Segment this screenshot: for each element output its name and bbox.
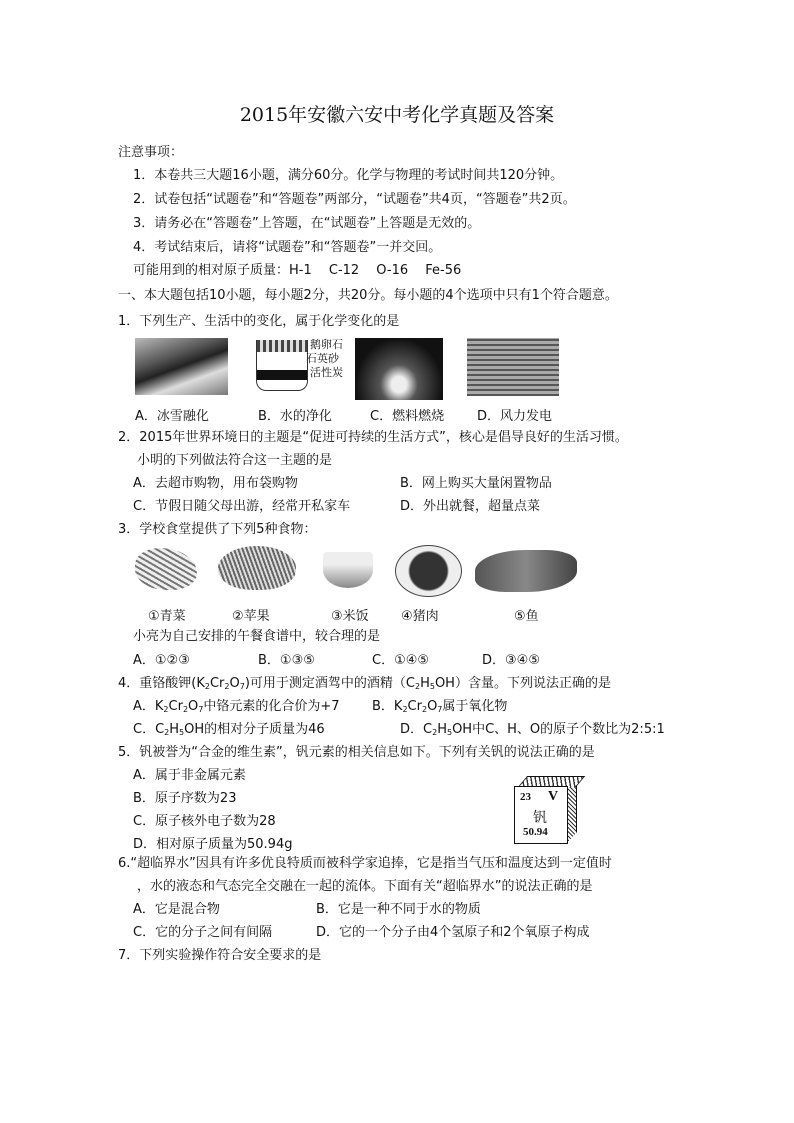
q6-option-a: A．它是混合物 <box>133 902 220 917</box>
atomic-number: 23 <box>520 791 531 803</box>
q4-option-b: B．$K_2Cr_2O_7$属于氧化物 <box>372 699 508 714</box>
food-label: ④猪肉 <box>401 609 439 624</box>
question-6-stem-line2: ，水的液态和气态完全交融在一起的流体。下面有关“超临界水”的说法正确的是 <box>137 879 593 894</box>
apple-image <box>218 546 296 590</box>
q5-option-b: B．原子序数为23 <box>133 791 237 806</box>
notice-item: 3．请务必在“答题卷”上答题，在“试题卷”上答题是无效的。 <box>133 216 481 231</box>
filter-label: 鹅卵石 <box>310 338 343 351</box>
q2-option-d: D．外出就餐，超量点菜 <box>400 499 541 514</box>
question-2-stem-line2: 小明的下列做法符合这一主题的是 <box>137 453 333 468</box>
q2-option-b: B．网上购买大量闲置物品 <box>400 476 552 491</box>
section-heading: 一、本大题包括10小题，每小题2分，共20分。每小题的4个选项中只有1个符合题意。 <box>118 288 618 303</box>
q4-option-d: D．$C_2H_5OH$中C、H、O的原子个数比为2:5:1 <box>400 722 665 737</box>
notice-item: 4．考试结束后，请将“试题卷”和“答题卷”一并交回。 <box>133 240 442 255</box>
water-filter-image <box>256 340 308 391</box>
q1-option-d: D．风力发电 <box>477 409 553 424</box>
page-title: 2015年安徽六安中考化学真题及答案 <box>239 104 555 126</box>
q1-option-b: B．水的净化 <box>258 409 332 424</box>
rice-image <box>323 552 373 588</box>
notice-heading: 注意事项： <box>118 145 184 160</box>
q6-option-c: C．它的分子之间有间隔 <box>133 925 273 940</box>
food-label: ③米饭 <box>331 609 369 624</box>
filter-label: 活性炭 <box>310 366 343 379</box>
q6-option-b: B．它是一种不同于水的物质 <box>316 902 481 917</box>
q3-option-b: B．①③⑤ <box>258 653 315 668</box>
question-1-stem: 1．下列生产、生活中的变化，属于化学变化的是 <box>118 314 400 329</box>
notice-item: 2．试卷包括“试题卷”和“答题卷”两部分，“试题卷”共4页，“答题卷”共2页。 <box>133 192 576 207</box>
fuel-burning-image <box>355 338 443 400</box>
q4-option-a: A．$K_2Cr_2O_7$中铬元素的化合价为+7 <box>133 699 340 714</box>
question-2-stem: 2．2015年世界环境日的主题是“促进可持续的生活方式”，核心是倡导良好的生活习惯。 <box>118 430 628 445</box>
q2-option-c: C．节假日随父母出游，经常开私家车 <box>133 499 351 514</box>
question-3-stem-line2: 小亮为自己安排的午餐食谱中，较合理的是 <box>133 629 381 644</box>
wind-power-image <box>467 338 559 396</box>
q3-option-d: D．③④⑤ <box>482 653 540 668</box>
q3-option-c: C．①④⑤ <box>372 653 430 668</box>
food-label: ②苹果 <box>232 609 270 624</box>
notice-item: 1．本卷共三大题16小题，满分60分。化学与物理的考试时间共120分钟。 <box>133 168 564 183</box>
question-4-stem: 4．重铬酸钾$(K_2Cr_2O_7)$可用于测定酒驾中的酒精$(C_2H_5OH)$含量。下列说法正确的是 <box>118 676 611 691</box>
fish-image <box>475 550 577 592</box>
food-label: ①青菜 <box>148 609 186 624</box>
food-label: ⑤鱼 <box>514 609 539 624</box>
vegetable-image <box>135 548 197 590</box>
pork-image <box>395 545 462 597</box>
q5-option-a: A．属于非金属元素 <box>133 768 246 783</box>
vanadium-element-card <box>514 786 568 844</box>
q1-option-a: A．冰雪融化 <box>135 409 209 424</box>
atomic-mass-note: 可能用到的相对原子质量：H-1 C-12 O-16 Fe-56 <box>133 263 462 278</box>
q3-option-a: A．①②③ <box>133 653 190 668</box>
q1-option-c: C．燃料燃烧 <box>370 409 445 424</box>
question-5-stem: 5．钒被誉为“合金的维生素”，钒元素的相关信息如下。下列有关钒的说法正确的是 <box>118 745 595 760</box>
element-symbol: V <box>548 789 559 804</box>
question-6-stem: 6.“超临界水”因具有许多优良特质而被科学家追捧，它是指当气压和温度达到一定值时 <box>118 856 612 871</box>
q5-option-c: C．原子核外电子数为28 <box>133 814 276 829</box>
q5-option-d: D．相对原子质量为50.94g <box>133 837 293 852</box>
element-name: 钒 <box>533 810 547 826</box>
q4-option-c: C．$C_2H_5OH$的相对分子质量为46 <box>133 722 325 737</box>
q6-option-d: D．它的一个分子由4个氢原子和2个氧原子构成 <box>316 925 590 940</box>
ice-melting-image <box>135 338 228 395</box>
atomic-mass: 50.94 <box>523 826 548 838</box>
question-7-stem: 7．下列实验操作符合安全要求的是 <box>118 948 322 963</box>
question-3-stem: 3．学校食堂提供了下列5种食物： <box>118 522 317 537</box>
filter-label: 石英砂 <box>306 352 339 365</box>
q2-option-a: A．去超市购物，用布袋购物 <box>133 476 298 491</box>
